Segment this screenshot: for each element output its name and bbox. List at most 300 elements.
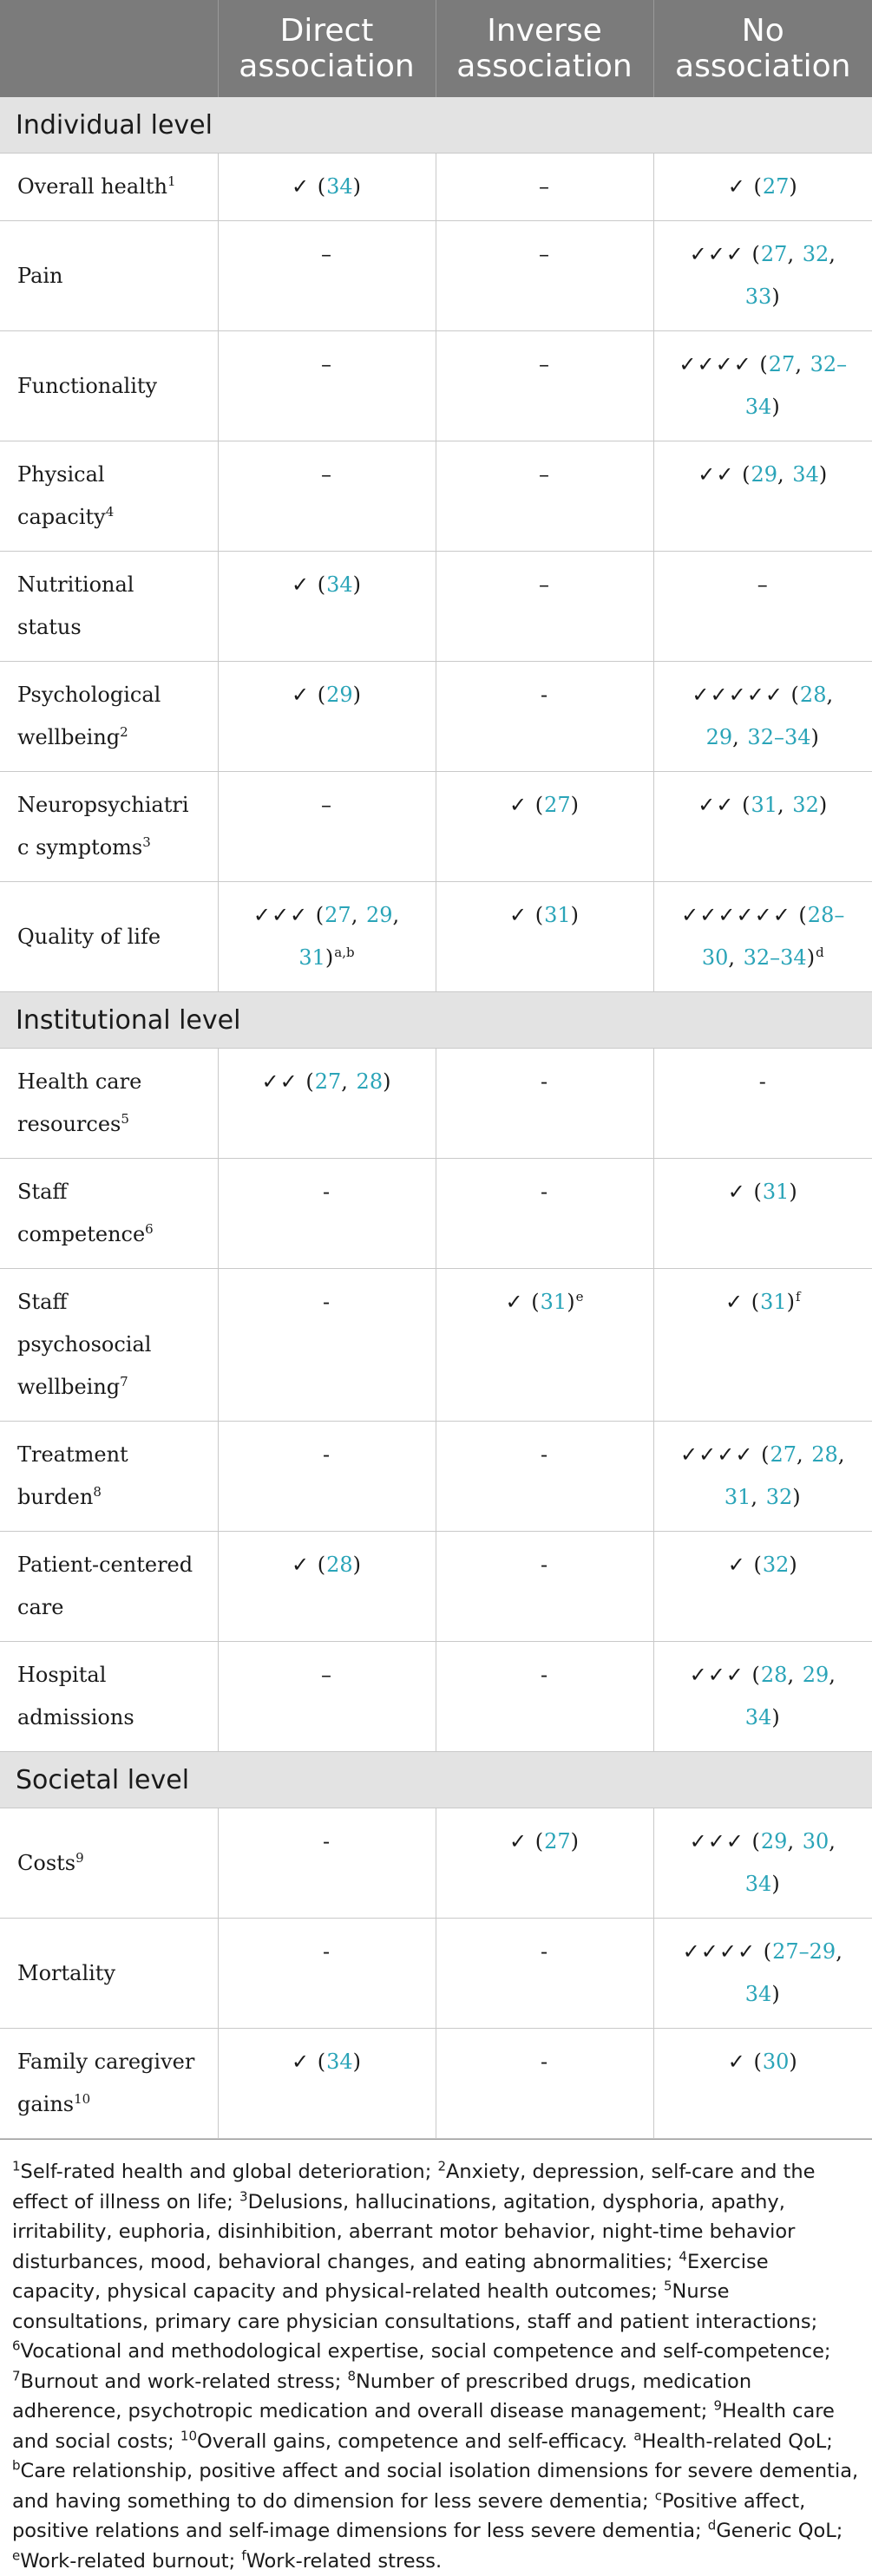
row-label-text: Staff psychosocial wellbeing: [17, 1290, 152, 1399]
row-label-quality-of-life: [0, 882, 218, 992]
direct-association-text: ): [383, 1069, 392, 1094]
direct-association-cell: [218, 882, 436, 992]
footnote-marker: c: [654, 2488, 662, 2503]
footnote-text: Anxiety, depression, self-care and the effect of illness on life;: [12, 2161, 816, 2213]
inverse-association-cell: [436, 154, 653, 221]
none-association-text: ✓✓✓✓✓ (: [692, 683, 800, 707]
footnote-text: Work-related stress.: [246, 2549, 443, 2573]
reference-link[interactable]: 32–34: [747, 725, 811, 749]
none-association-text: ✓ (: [724, 1290, 761, 1314]
inverse-association-cell: [436, 772, 653, 882]
footnote-marker: 2: [120, 724, 128, 740]
none-association-text: -: [758, 1069, 767, 1094]
none-association-cell: [653, 441, 872, 552]
footnote-text: Health care and social costs;: [12, 2400, 835, 2453]
inverse-association-text: -: [540, 2050, 549, 2074]
footnote-text: Care relationship, positive affect and social isolation dimensions for severe dementia, and having something to do dimension for less severe dementia;: [12, 2460, 859, 2513]
inverse-association-cell: [436, 1532, 653, 1642]
footnote-marker: 6: [145, 1221, 154, 1237]
inverse-association-text: –: [539, 572, 550, 597]
none-association-text: ): [789, 174, 798, 199]
row-label-text: Health care resources: [17, 1069, 142, 1136]
row-label-text: Functionality: [17, 373, 158, 398]
reference-link[interactable]: 32: [792, 793, 819, 817]
reference-link[interactable]: 31: [298, 945, 325, 970]
reference-link[interactable]: 27: [762, 174, 790, 199]
none-association-text: ): [810, 725, 820, 749]
none-association-text: ✓ (: [727, 2050, 763, 2074]
inverse-association-cell: [436, 662, 653, 772]
none-association-text: ,: [777, 793, 793, 817]
footnote-text: Work-related burnout;: [20, 2549, 242, 2573]
none-association-text: ): [789, 1553, 798, 1577]
reference-link[interactable]: 29: [326, 683, 353, 707]
table-row: [0, 772, 872, 882]
row-label-text: Treatment burden: [17, 1442, 128, 1509]
header-row: [0, 0, 872, 97]
row-label-nutritional-status: [0, 552, 218, 662]
inverse-association-cell: [436, 1269, 653, 1422]
row-label-text: Costs: [17, 1850, 76, 1875]
inverse-association-text: -: [540, 683, 549, 707]
footnote-marker: 1: [12, 2158, 21, 2174]
none-association-text: ): [818, 793, 829, 817]
reference-link[interactable]: 28: [326, 1553, 353, 1577]
none-association-cell: [653, 1808, 872, 1919]
footnote-text: Positive affect, positive relations and self-image dimensions for less severe dementia;: [12, 2489, 806, 2542]
reference-link[interactable]: 27: [544, 793, 571, 817]
table-row: [0, 1269, 872, 1422]
none-association-text: ,: [787, 242, 803, 266]
reference-link[interactable]: 28: [799, 683, 827, 707]
reference-link[interactable]: 31: [751, 793, 778, 817]
reference-link[interactable]: 31: [762, 1180, 790, 1204]
none-association-text: ): [771, 284, 781, 309]
row-label-overall-health: [0, 154, 218, 221]
row-label-costs: [0, 1808, 218, 1919]
none-association-text: ,: [797, 1442, 812, 1467]
direct-association-text: –: [321, 793, 332, 817]
inverse-association-text: -: [540, 1663, 549, 1687]
none-association-text: ): [818, 462, 829, 487]
inverse-association-text: -: [540, 1442, 549, 1467]
none-association-cell: [653, 1269, 872, 1422]
inverse-association-text: ✓ (: [508, 793, 545, 817]
row-label-text: Nutritional status: [17, 572, 134, 639]
table-row: [0, 1422, 872, 1532]
row-label-treatment-burden: [0, 1422, 218, 1532]
footnote-marker: a,b: [334, 945, 355, 960]
reference-link[interactable]: 31: [544, 903, 571, 927]
reference-link[interactable]: 33: [744, 284, 772, 309]
reference-link[interactable]: 27: [325, 903, 351, 927]
none-association-text: ,: [787, 1663, 803, 1687]
row-label-patient-centered-care: [0, 1532, 218, 1642]
reference-link[interactable]: 32: [765, 1485, 793, 1509]
none-association-text: ): [786, 1290, 796, 1314]
row-label-text: Overall health: [17, 174, 167, 199]
table-row: [0, 1919, 872, 2029]
header-direct-association: Direct association: [218, 0, 436, 97]
none-association-cell: [653, 882, 872, 992]
direct-association-text: ): [352, 572, 363, 597]
footnote-text: Delusions, hallucinations, agitation, dysphoria, apathy, irritability, euphoria, disinhibition, aberrant motor behavior, night-time behavior disturbances, mood, behavioral changes, and eating abnormalities;: [12, 2190, 796, 2273]
footnote-text: Generic QoL;: [716, 2520, 843, 2542]
row-label-text: Family caregiver gains: [17, 2050, 195, 2116]
direct-association-text: ✓ (: [291, 1553, 327, 1577]
direct-association-cell: [218, 441, 436, 552]
inverse-association-cell: [436, 331, 653, 441]
table-row: [0, 1808, 872, 1919]
table-body: [0, 97, 872, 2139]
none-association-text: ,: [787, 1829, 803, 1854]
none-association-cell: [653, 154, 872, 221]
none-association-text: ✓✓✓ (: [689, 1663, 761, 1687]
none-association-text: ✓✓✓ (: [689, 1829, 761, 1854]
footnote-text: Vocational and methodological expertise, social competence and self-competence;: [20, 2340, 831, 2363]
footnote-marker: 4: [679, 2248, 687, 2264]
reference-link[interactable]: 27: [770, 1442, 797, 1467]
section-row-societal-level: [0, 1752, 872, 1808]
row-label-text: Neuropsychiatric symptoms: [17, 793, 189, 860]
direct-association-cell: [218, 154, 436, 221]
direct-association-text: ✓ (: [291, 2050, 327, 2074]
footnote-marker: 4: [105, 504, 115, 520]
reference-link[interactable]: 34: [326, 2050, 353, 2074]
none-association-cell: [653, 552, 872, 662]
none-association-text: ,: [777, 462, 793, 487]
none-association-text: ✓✓✓ (: [689, 242, 761, 266]
direct-association-cell: [218, 1422, 436, 1532]
direct-association-text: -: [322, 1829, 331, 1854]
inverse-association-cell: [436, 1159, 653, 1269]
none-association-cell: [653, 1422, 872, 1532]
inverse-association-cell: [436, 882, 653, 992]
direct-association-cell: [218, 1642, 436, 1752]
direct-association-text: –: [321, 242, 332, 266]
footnote-marker: 5: [121, 1111, 129, 1127]
direct-association-cell: [218, 2029, 436, 2139]
inverse-association-cell: [436, 1642, 653, 1752]
footnote-marker: a: [633, 2428, 642, 2443]
footnote-marker: 6: [12, 2337, 21, 2354]
inverse-association-cell: [436, 1919, 653, 2029]
reference-link[interactable]: 32–34: [743, 945, 807, 970]
none-association-text: ✓✓ (: [698, 793, 751, 817]
none-association-text: ,: [829, 242, 836, 266]
inverse-association-text: –: [539, 174, 550, 199]
row-label-text: Physical capacity: [17, 462, 106, 529]
none-association-text: ,: [795, 352, 810, 376]
inverse-association-text: –: [539, 352, 550, 376]
row-label-family-caregiver-gains: [0, 2029, 218, 2139]
footnote-marker: f: [795, 1289, 801, 1304]
reference-link[interactable]: 28: [356, 1069, 384, 1094]
none-association-text: ✓✓✓✓ (: [679, 352, 769, 376]
inverse-association-cell: [436, 1808, 653, 1919]
header-inverse-association: Inverse association: [436, 0, 653, 97]
direct-association-cell: [218, 1049, 436, 1159]
table-row: [0, 1532, 872, 1642]
inverse-association-text: –: [539, 462, 550, 487]
direct-association-text: ,: [341, 1069, 357, 1094]
none-association-cell: [653, 1532, 872, 1642]
none-association-text: ): [771, 1982, 781, 2006]
table-row: [0, 882, 872, 992]
table-row: [0, 2029, 872, 2139]
direct-association-cell: [218, 331, 436, 441]
footnote-marker: 10: [180, 2428, 198, 2443]
inverse-association-text: –: [539, 242, 550, 266]
none-association-text: ): [771, 1872, 781, 1896]
inverse-association-text: ): [570, 903, 580, 927]
reference-link[interactable]: 28–30: [701, 903, 845, 970]
table-row: [0, 221, 872, 331]
footnote-marker: f: [241, 2547, 246, 2563]
footnote-marker: 1: [167, 173, 176, 189]
direct-association-cell: [218, 1808, 436, 1919]
reference-link[interactable]: 31: [540, 1290, 567, 1314]
reference-link[interactable]: 27: [314, 1069, 342, 1094]
none-association-text: ✓✓✓✓ (: [682, 1939, 773, 1964]
table-footnotes: [0, 2139, 872, 2576]
row-label-staff-competence: [0, 1159, 218, 1269]
table-row: [0, 552, 872, 662]
row-label-text: Mortality: [17, 1960, 116, 1985]
none-association-text: ): [792, 1485, 802, 1509]
none-association-cell: [653, 2029, 872, 2139]
footnote-text: Self-rated health and global deterioration;: [20, 2161, 438, 2183]
none-association-text: ✓ (: [727, 174, 763, 199]
row-label-health-care-resources: [0, 1049, 218, 1159]
reference-link[interactable]: 27: [760, 242, 788, 266]
table-row: [0, 662, 872, 772]
direct-association-text: ,: [392, 903, 401, 927]
none-association-text: ,: [826, 683, 835, 707]
none-association-text: –: [757, 572, 769, 597]
reference-link[interactable]: 30: [762, 2050, 790, 2074]
row-label-mortality: [0, 1919, 218, 2029]
reference-link[interactable]: 34: [744, 1982, 772, 2006]
footnote-text: Health-related QoL;: [641, 2429, 833, 2453]
row-label-text: Staff competence: [17, 1180, 146, 1246]
none-association-text: ,: [837, 1442, 846, 1467]
reference-link[interactable]: 27–29: [772, 1939, 836, 1964]
direct-association-text: ✓ (: [291, 572, 327, 597]
footnote-marker: 9: [75, 1849, 84, 1866]
row-label-text: Quality of life: [17, 924, 161, 949]
reference-link[interactable]: 32: [762, 1553, 790, 1577]
none-association-cell: [653, 1919, 872, 2029]
section-row-institutional-level: [0, 992, 872, 1049]
footnote-text: Overall gains, competence and self-efficacy.: [197, 2429, 634, 2453]
row-label-text: Psychological wellbeing: [17, 683, 161, 749]
footnote-text: Burnout and work-related stress;: [20, 2370, 348, 2393]
reference-link[interactable]: 32: [802, 242, 829, 266]
direct-association-cell: [218, 1532, 436, 1642]
inverse-association-cell: [436, 2029, 653, 2139]
none-association-cell: [653, 221, 872, 331]
reference-link[interactable]: 29: [365, 903, 393, 927]
footnote-marker: 2: [437, 2158, 446, 2174]
reference-link[interactable]: 31: [760, 1290, 787, 1314]
row-label-text: Patient-centered care: [17, 1553, 193, 1619]
footnote-marker: 9: [713, 2397, 723, 2414]
inverse-association-cell: [436, 441, 653, 552]
direct-association-cell: [218, 772, 436, 882]
none-association-text: ): [771, 395, 781, 419]
direct-association-cell: [218, 221, 436, 331]
none-association-text: ): [806, 945, 816, 970]
reference-link[interactable]: 34: [792, 462, 819, 487]
direct-association-text: ): [352, 2050, 363, 2074]
reference-link[interactable]: 27: [544, 1829, 571, 1854]
inverse-association-text: -: [540, 1180, 549, 1204]
footnote-text: Nurse consultations, primary care physician consultations, staff and patient interactions;: [12, 2280, 818, 2333]
table-row: [0, 441, 872, 552]
none-association-cell: [653, 1642, 872, 1752]
inverse-association-cell: [436, 1049, 653, 1159]
none-association-text: ✓✓✓✓ (: [680, 1442, 770, 1467]
none-association-text: ✓ (: [727, 1180, 763, 1204]
inverse-association-text: ): [570, 1829, 580, 1854]
inverse-association-text: -: [540, 1553, 549, 1577]
direct-association-text: -: [322, 1442, 331, 1467]
table-row: [0, 1159, 872, 1269]
none-association-text: ,: [751, 1485, 766, 1509]
reference-link[interactable]: 34: [326, 572, 353, 597]
direct-association-cell: [218, 1919, 436, 2029]
footnote-marker: 8: [93, 1484, 102, 1500]
row-label-pain: [0, 221, 218, 331]
none-association-text: ,: [829, 1663, 836, 1687]
inverse-association-text: ✓ (: [508, 903, 545, 927]
none-association-text: ✓✓✓✓✓✓ (: [681, 903, 808, 927]
reference-link[interactable]: 29: [760, 1829, 788, 1854]
footnote-marker: d: [707, 2517, 717, 2534]
footnote-marker: 8: [347, 2368, 357, 2383]
footnote-marker: 3: [239, 2188, 248, 2204]
reference-link[interactable]: 29: [705, 725, 733, 749]
direct-association-text: ): [352, 683, 363, 707]
row-label-neuropsychiatric-symptoms: [0, 772, 218, 882]
none-association-cell: [653, 1159, 872, 1269]
direct-association-text: ): [352, 1553, 363, 1577]
none-association-text: ✓ (: [727, 1553, 763, 1577]
none-association-text: ,: [829, 1829, 836, 1854]
inverse-association-cell: [436, 1422, 653, 1532]
footnote-marker: e: [575, 1289, 584, 1304]
direct-association-text: -: [322, 1180, 331, 1204]
reference-link[interactable]: 29: [751, 462, 778, 487]
section-row-individual-level: [0, 97, 872, 154]
direct-association-text: -: [322, 1939, 331, 1964]
row-label-psychological-wellbeing: [0, 662, 218, 772]
none-association-cell: [653, 772, 872, 882]
row-label-physical-capacity: [0, 441, 218, 552]
table-row: [0, 331, 872, 441]
footnote-marker: b: [12, 2457, 21, 2474]
inverse-association-text: -: [540, 1069, 549, 1094]
none-association-text: ,: [728, 945, 744, 970]
footnote-marker: 7: [120, 1374, 128, 1389]
reference-link[interactable]: 34: [326, 174, 353, 199]
header-empty: [0, 0, 218, 97]
row-label-functionality: [0, 331, 218, 441]
direct-association-text: ,: [351, 903, 366, 927]
none-association-text: ✓✓ (: [698, 462, 751, 487]
inverse-association-text: ): [570, 793, 580, 817]
footnote-text: Exercise capacity, physical capacity and physical-related health outcomes;: [12, 2250, 769, 2303]
footnote-text: Number of prescribed drugs, medication adherence, psychotropic medication and overall disease management;: [12, 2370, 752, 2422]
none-association-text: ,: [836, 1939, 843, 1964]
direct-association-text: -: [322, 1290, 331, 1314]
section-title: Institutional level: [0, 992, 872, 1049]
inverse-association-text: ✓ (: [508, 1829, 545, 1854]
direct-association-text: –: [321, 352, 332, 376]
footnote-marker: 3: [142, 834, 151, 850]
footnote-marker: 10: [74, 2091, 91, 2107]
row-label-text: Pain: [17, 263, 63, 288]
reference-link[interactable]: 31: [724, 1485, 751, 1509]
none-association-text: ): [771, 1705, 781, 1729]
inverse-association-text: ): [567, 1290, 576, 1314]
direct-association-text: ✓✓ (: [261, 1069, 315, 1094]
none-association-cell: [653, 1049, 872, 1159]
direct-association-cell: [218, 552, 436, 662]
row-label-hospital-admissions: [0, 1642, 218, 1752]
table-row: [0, 1049, 872, 1159]
direct-association-text: ): [352, 174, 363, 199]
reference-link[interactable]: 30: [802, 1829, 829, 1854]
direct-association-text: –: [321, 462, 332, 487]
direct-association-text: ✓✓✓ (: [252, 903, 325, 927]
reference-link[interactable]: 27: [768, 352, 796, 376]
direct-association-text: –: [321, 1663, 332, 1687]
reference-link[interactable]: 34: [744, 1872, 772, 1896]
none-association-text: ): [789, 1180, 798, 1204]
reference-link[interactable]: 28: [811, 1442, 838, 1467]
section-title: Societal level: [0, 1752, 872, 1808]
direct-association-text: ✓ (: [291, 174, 327, 199]
inverse-association-cell: [436, 552, 653, 662]
reference-link[interactable]: 29: [802, 1663, 829, 1687]
header-no-association: No association: [653, 0, 872, 97]
none-association-cell: [653, 662, 872, 772]
inverse-association-text: ✓ (: [505, 1290, 541, 1314]
none-association-text: ,: [732, 725, 748, 749]
direct-association-cell: [218, 1159, 436, 1269]
reference-link[interactable]: 34: [744, 1705, 772, 1729]
none-association-cell: [653, 331, 872, 441]
reference-link[interactable]: 32–34: [744, 352, 848, 419]
table-row: [0, 154, 872, 221]
footnote-marker: 5: [663, 2278, 672, 2294]
direct-association-cell: [218, 662, 436, 772]
inverse-association-text: -: [540, 1939, 549, 1964]
reference-link[interactable]: 28: [760, 1663, 788, 1687]
inverse-association-cell: [436, 221, 653, 331]
footnote-marker: d: [816, 945, 824, 960]
section-title: Individual level: [0, 97, 872, 154]
direct-association-cell: [218, 1269, 436, 1422]
footnote-marker: 7: [12, 2368, 21, 2383]
table-row: [0, 1642, 872, 1752]
footnote-marker: e: [12, 2547, 21, 2563]
none-association-text: ): [789, 2050, 798, 2074]
row-label-text: Hospital admissions: [17, 1663, 134, 1729]
direct-association-text: ✓ (: [291, 683, 327, 707]
